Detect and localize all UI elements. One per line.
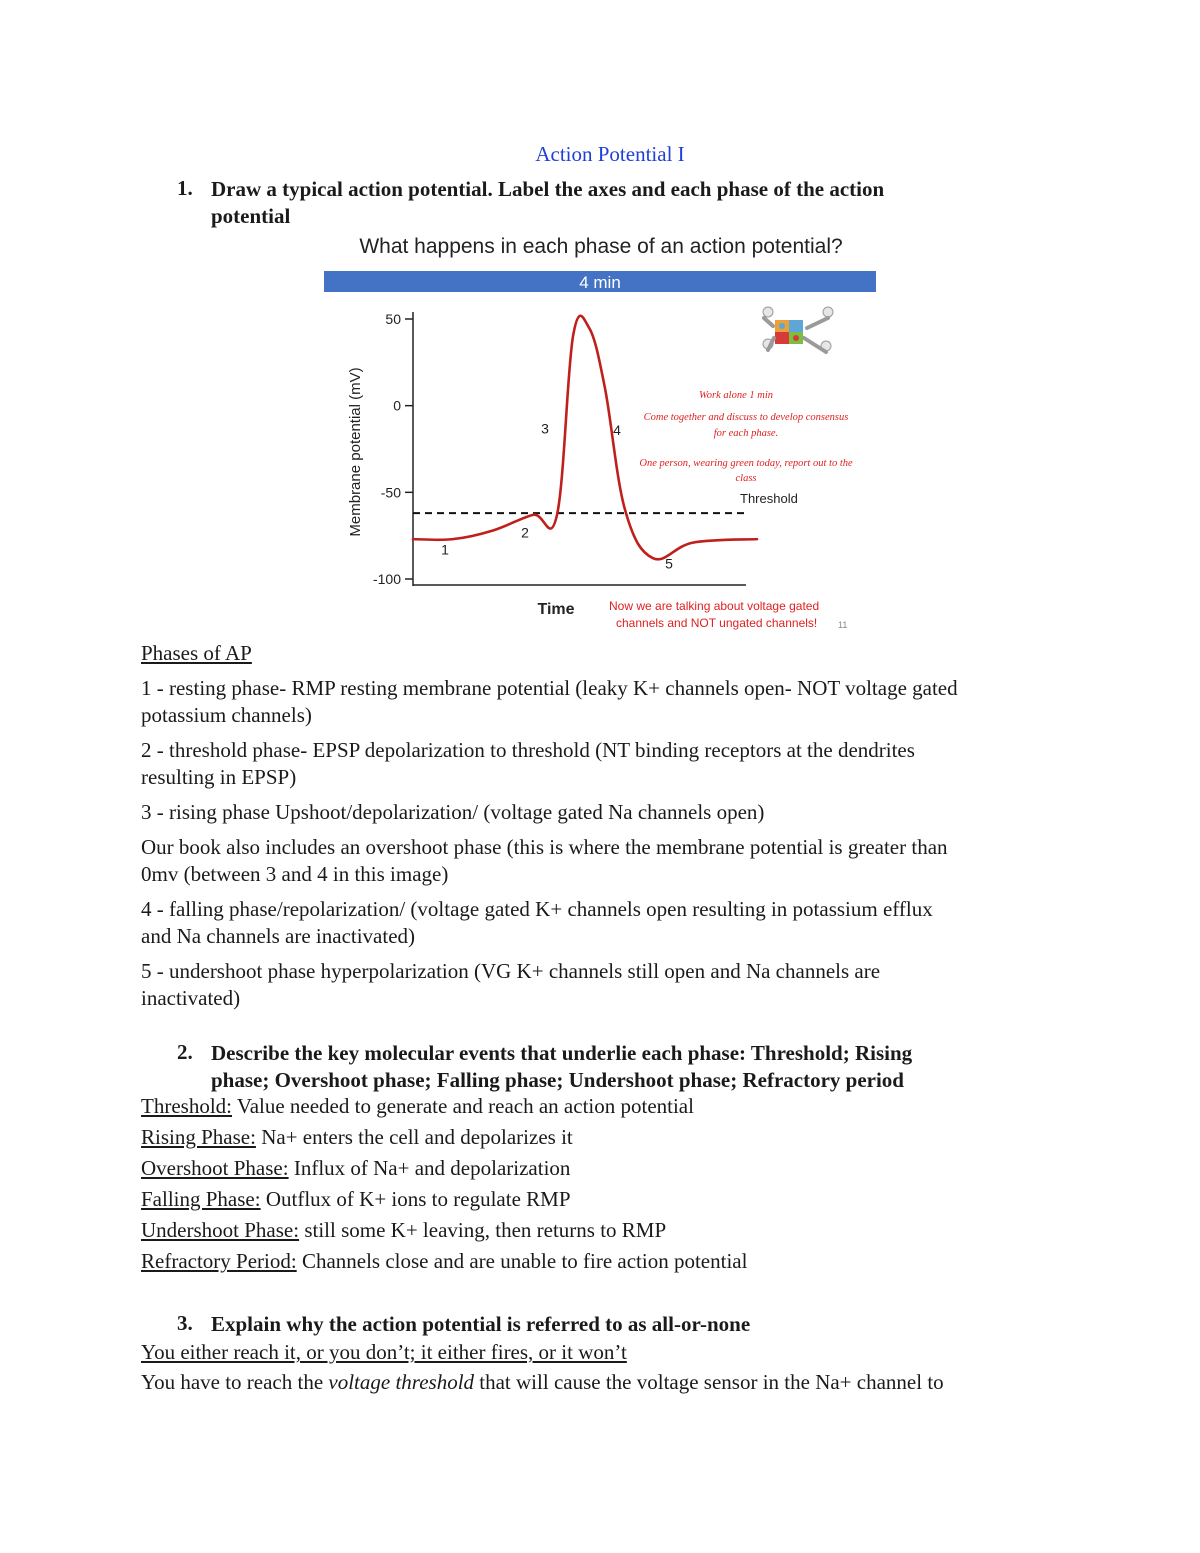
answer-falling-phase (141, 1186, 571, 1213)
question-3-answer-2 (141, 1369, 944, 1396)
x-axis-label: Time (537, 601, 575, 618)
y-tick-label: -100 (372, 571, 401, 587)
answer-falling-phase-term: Falling Phase: (141, 1187, 261, 1211)
answer-overshoot-phase-text: Influx of Na+ and depolarization (288, 1156, 571, 1180)
y-axis-label: Membrane potential (mV) (347, 367, 364, 537)
answer-undershoot-phase-term: Undershoot Phase: (141, 1218, 300, 1242)
question-3-answer-1 (141, 1339, 627, 1366)
answer-refractory-period (141, 1248, 747, 1275)
answer-threshold (141, 1093, 694, 1120)
phases-heading (141, 640, 252, 667)
answer-threshold-term: Threshold: (141, 1094, 232, 1118)
figure-note-line-1: Now we are talking about voltage gated (609, 599, 820, 613)
y-tick-label: 0 (393, 397, 401, 414)
answer-rising-phase-term: Rising Phase: (141, 1125, 256, 1149)
question-1-line-2: potential (211, 204, 291, 228)
answer-threshold-text: Value needed to generate and reach an action potential (231, 1094, 694, 1118)
phase-label-4: 4 (613, 422, 621, 439)
answer-overshoot-phase (141, 1155, 570, 1182)
action-potential-trace (413, 316, 757, 560)
phase-2-line-2: resulting in EPSP) (141, 765, 297, 789)
y-tick-label: -50 (380, 484, 401, 501)
question-3-answer-2-italic: voltage threshold (328, 1370, 475, 1394)
phase-5-line-1: 5 - undershoot phase hyperpolarization (VG K+ channels still open and Na channels are (141, 959, 881, 983)
threshold-label: Threshold (740, 491, 798, 506)
answer-refractory-period-text: Channels close and are unable to fire action potential (296, 1249, 748, 1273)
action-potential-figure (300, 226, 900, 638)
question-2-line-1: Describe the key molecular events that underlie each phase: Threshold; Rising (211, 1041, 913, 1065)
instruction-line-1: Work alone 1 min (699, 390, 773, 401)
phase-2-line-1: 2 - threshold phase- EPSP depolarization to threshold (NT binding receptors at the dendrites (141, 738, 915, 762)
figure-heading: What happens in each phase of an action potential? (359, 235, 843, 258)
answer-overshoot-phase-term: Overshoot Phase: (141, 1156, 289, 1180)
answer-rising-phase-text: Na+ enters the cell and depolarizes it (255, 1125, 573, 1149)
answer-undershoot-phase (141, 1217, 666, 1244)
phase-label-2: 2 (521, 524, 529, 541)
question-2-line-2: phase; Overshoot phase; Falling phase; Undershoot phase; Refractory period (211, 1068, 904, 1092)
phase-label-5: 5 (665, 555, 673, 572)
people-puzzle-icon (763, 307, 833, 352)
answer-falling-phase-text: Outflux of K+ ions to regulate RMP (260, 1187, 571, 1211)
slide-number: 11 (838, 620, 848, 630)
instruction-line-2: Come together and discuss to develop consensus (643, 412, 849, 423)
time-banner-label: 4 min (579, 273, 621, 292)
document-title: Action Potential I (535, 142, 685, 166)
phase-4-line-2: and Na channels are inactivated) (141, 924, 416, 948)
instruction-line-5: class (735, 473, 757, 484)
question-2-number: 2. (177, 1040, 193, 1064)
phase-1-line-2: potassium channels) (141, 703, 312, 727)
y-tick-label: 50 (385, 311, 401, 327)
overshoot-line-2: 0mv (between 3 and 4 in this image) (141, 862, 449, 886)
overshoot-line-1: Our book also includes an overshoot phase (this is where the membrane potential is greater than (141, 835, 948, 859)
answer-undershoot-phase-text: still some K+ leaving, then returns to RMP (299, 1218, 667, 1242)
phase-5-line-2: inactivated) (141, 986, 241, 1010)
phase-3-line-1: 3 - rising phase Upshoot/depolarization/ (voltage gated Na channels open) (141, 800, 765, 824)
question-3-answer-2-post: that will cause the voltage sensor in the Na+ channel to (474, 1370, 944, 1394)
question-1-number: 1. (177, 176, 193, 200)
phases-heading-text: Phases of AP (141, 641, 252, 665)
question-3-answer-1-text: You either reach it, or you don’t; it either fires, or it won’t (141, 1340, 627, 1364)
question-3-line-1: Explain why the action potential is referred to as all-or-none (211, 1312, 751, 1336)
question-3-number: 3. (177, 1311, 193, 1335)
answer-refractory-period-term: Refractory Period: (141, 1249, 297, 1273)
question-3-answer-2-pre: You have to reach the (141, 1370, 329, 1394)
phase-4-line-1: 4 - falling phase/repolarization/ (voltage gated K+ channels open resulting in potassium efflux (141, 897, 933, 921)
instruction-line-4: One person, wearing green today, report out to the (639, 458, 853, 469)
question-1-line-1: Draw a typical action potential. Label the axes and each phase of the action (211, 177, 885, 201)
figure-note-line-2: channels and NOT ungated channels! (616, 616, 818, 630)
phase-label-3: 3 (541, 420, 549, 437)
phase-1-line-1: 1 - resting phase- RMP resting membrane potential (leaky K+ channels open- NOT voltage gated (141, 676, 958, 700)
answer-rising-phase (141, 1124, 573, 1151)
instruction-line-3: for each phase. (713, 428, 779, 439)
phase-label-1: 1 (441, 541, 449, 558)
